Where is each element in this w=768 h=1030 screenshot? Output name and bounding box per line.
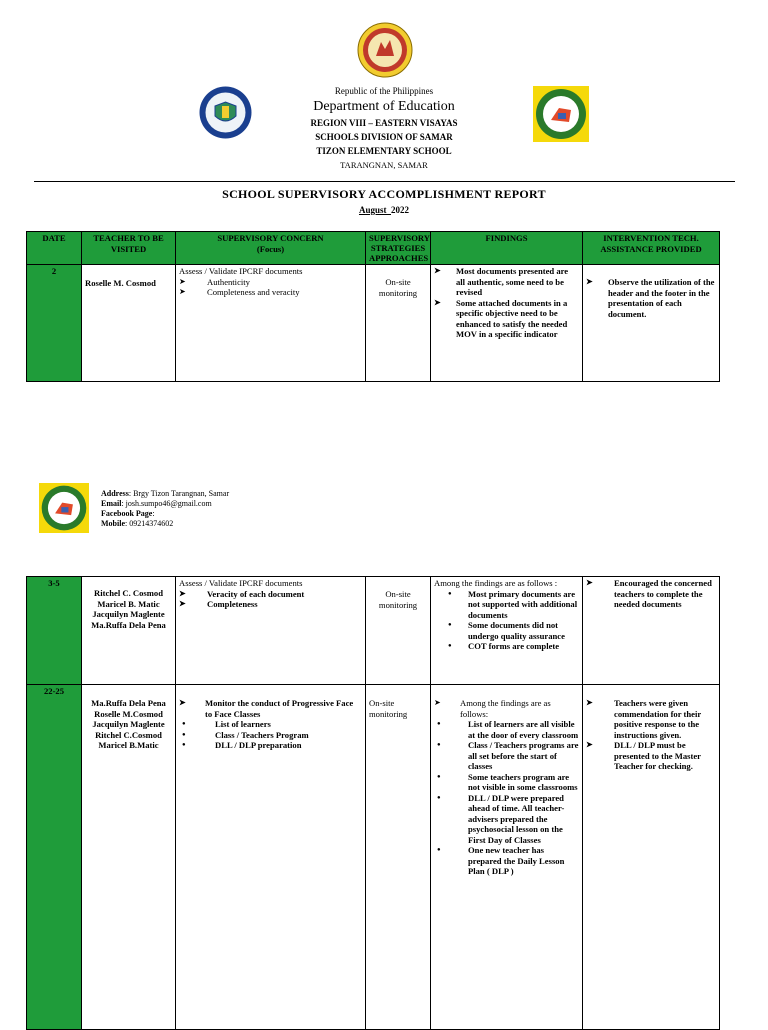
row-findings (431, 265, 583, 382)
list-item: ● DLL / DLP were prepared ahead of time. All teacher-advisers prepared the psychosocial lesson on the First Day of Classes (434, 793, 579, 846)
footer-email: Email: josh.sumpo46@gmail.com (101, 499, 212, 508)
row-teacher (82, 577, 176, 685)
row-findings (431, 577, 583, 685)
region-line: REGION VIII – EASTERN VISAYAS (310, 118, 458, 128)
teacher-name: Roselle M. Cosmod (85, 278, 156, 288)
table-header-row (27, 232, 720, 265)
teacher-name: Ritchel C.Cosmod (95, 729, 162, 740)
list-item: ➤ Encouraged the concerned teachers to complete the needed documents (586, 578, 716, 610)
findings-intro: Among the findings are as follows : (434, 578, 558, 588)
republic-line: Republic of the Philippines (334, 86, 434, 96)
division-line: SCHOOLS DIVISION OF SAMAR (315, 132, 453, 142)
list-item: ➤ DLL / DLP must be presented to the Master Teacher for checking. (586, 740, 716, 772)
teacher-name: Maricel B. Matic (97, 598, 160, 609)
row-date: 3-5 (27, 577, 82, 685)
report-table-page2 (26, 576, 720, 1030)
footer-school-seal-icon (39, 483, 89, 533)
list-item: ● Most primary documents are not supported with additional documents (434, 589, 579, 621)
report-month: August (358, 205, 387, 215)
row-concern (176, 685, 366, 1030)
row-intervention (583, 577, 720, 685)
intervention-list (586, 578, 716, 610)
col-strategies: SUPERVISORY STRATEGIES APPROACHES (366, 232, 431, 265)
list-item: ➤ Monitor the conduct of Progressive Face to Face Classes (179, 698, 362, 719)
strategy-text: On-site monitoring (378, 277, 418, 298)
header-divider (34, 181, 735, 182)
report-year: 2022 (391, 205, 409, 215)
row-strategy (366, 265, 431, 382)
intervention-list (586, 277, 716, 319)
list-item: ➤ Among the findings are as follows: (434, 698, 579, 719)
col-findings: FINDINGS (431, 232, 583, 265)
teacher-name: Maricel B.Matic (98, 740, 159, 750)
list-item: ➤ Completeness (179, 599, 362, 610)
department-title: Department of Education (313, 99, 455, 114)
list-item: ➤ Veracity of each document (179, 589, 362, 600)
teacher-name: Ma.Ruffa Dela Pena (91, 698, 166, 708)
list-item: ➤ Some attached documents in a specific objective need to be enhanced to satisfy the needed MOV in a specific indicator (434, 298, 579, 340)
row-teacher (82, 685, 176, 1030)
list-item: ● Class / Teachers programs are all set before the start of classes (434, 740, 579, 772)
list-item: ● DLL / DLP preparation (179, 740, 362, 751)
findings-list (434, 266, 579, 340)
list-item: ➤ Completeness and veracity (179, 287, 362, 298)
list-item: ● COT forms are complete (434, 641, 579, 652)
list-item: ➤ Authenticity (179, 277, 362, 288)
concern-list (179, 589, 362, 610)
row-date: 2 (27, 265, 82, 382)
list-item: ● List of learners (179, 719, 362, 730)
table-row (27, 577, 720, 685)
intervention-list (586, 698, 716, 772)
location-line: TARANGNAN, SAMAR (340, 160, 428, 170)
report-period (0, 205, 768, 215)
list-item: ● One new teacher has prepared the Daily Lesson Plan ( DLP ) (434, 845, 579, 877)
strategy-text: On-site monitoring (369, 698, 408, 719)
findings-sublist (434, 719, 579, 877)
list-item: ● Some teachers program are not visible in some classrooms (434, 772, 579, 793)
deped-seal-icon (357, 22, 413, 78)
concern-list (179, 277, 362, 298)
row-findings (431, 685, 583, 1030)
findings-list (434, 589, 579, 652)
col-concern (176, 232, 366, 265)
row-intervention (583, 265, 720, 382)
col-teacher: TEACHER TO BE VISITED (82, 232, 176, 265)
teacher-name: Ritchel C. Cosmod (94, 588, 163, 598)
col-concern-sub: (Focus) (256, 243, 285, 254)
report-table-page1 (26, 231, 720, 382)
list-item: ➤ Teachers were given commendation for their positive response to the instructions given. (586, 698, 716, 740)
list-item: ➤ Observe the utilization of the header and the footer in the presentation of each document. (586, 277, 716, 319)
row-concern (176, 265, 366, 382)
concern-title: Assess / Validate IPCRF documents (179, 578, 303, 588)
footer-address: Address: Brgy Tizon Tarangnan, Samar (101, 489, 230, 498)
teacher-name: Roselle M.Cosmod (94, 708, 163, 719)
col-date: DATE (27, 232, 82, 265)
findings-list (434, 698, 579, 719)
list-item: ➤ Most documents presented are all authentic, some need to be revised (434, 266, 579, 298)
list-item: ● Class / Teachers Program (179, 730, 362, 741)
row-strategy (366, 685, 431, 1030)
footer-mobile: Mobile: 09214374602 (101, 519, 174, 528)
teacher-name: Ma.Ruffa Dela Pena (91, 619, 166, 630)
footer-contact (101, 489, 229, 529)
table-row (27, 685, 720, 1030)
list-item: ● Some documents did not undergo quality assurance (434, 620, 579, 641)
footer-facebook: Facebook Page: (101, 509, 155, 518)
list-item: ● List of learners are all visible at the door of every classroom (434, 719, 579, 740)
row-concern (176, 577, 366, 685)
row-date: 22-25 (27, 685, 82, 1030)
table-row (27, 265, 720, 382)
teacher-name: Jacquilyn Maglente (92, 609, 165, 619)
col-intervention: INTERVENTION TECH. ASSISTANCE PROVIDED (583, 232, 720, 265)
concern-list (179, 698, 362, 751)
row-teacher (82, 265, 176, 382)
school-line: TIZON ELEMENTARY SCHOOL (316, 146, 452, 156)
strategy-text: On-site monitoring (378, 589, 418, 610)
col-concern-label: SUPERVISORY CONCERN (217, 233, 324, 243)
row-intervention (583, 685, 720, 1030)
report-title: SCHOOL SUPERVISORY ACCOMPLISHMENT REPORT (222, 187, 546, 201)
row-strategy (366, 577, 431, 685)
teacher-name: Jacquilyn Maglente (92, 719, 165, 729)
concern-title: Assess / Validate IPCRF documents (179, 266, 303, 276)
